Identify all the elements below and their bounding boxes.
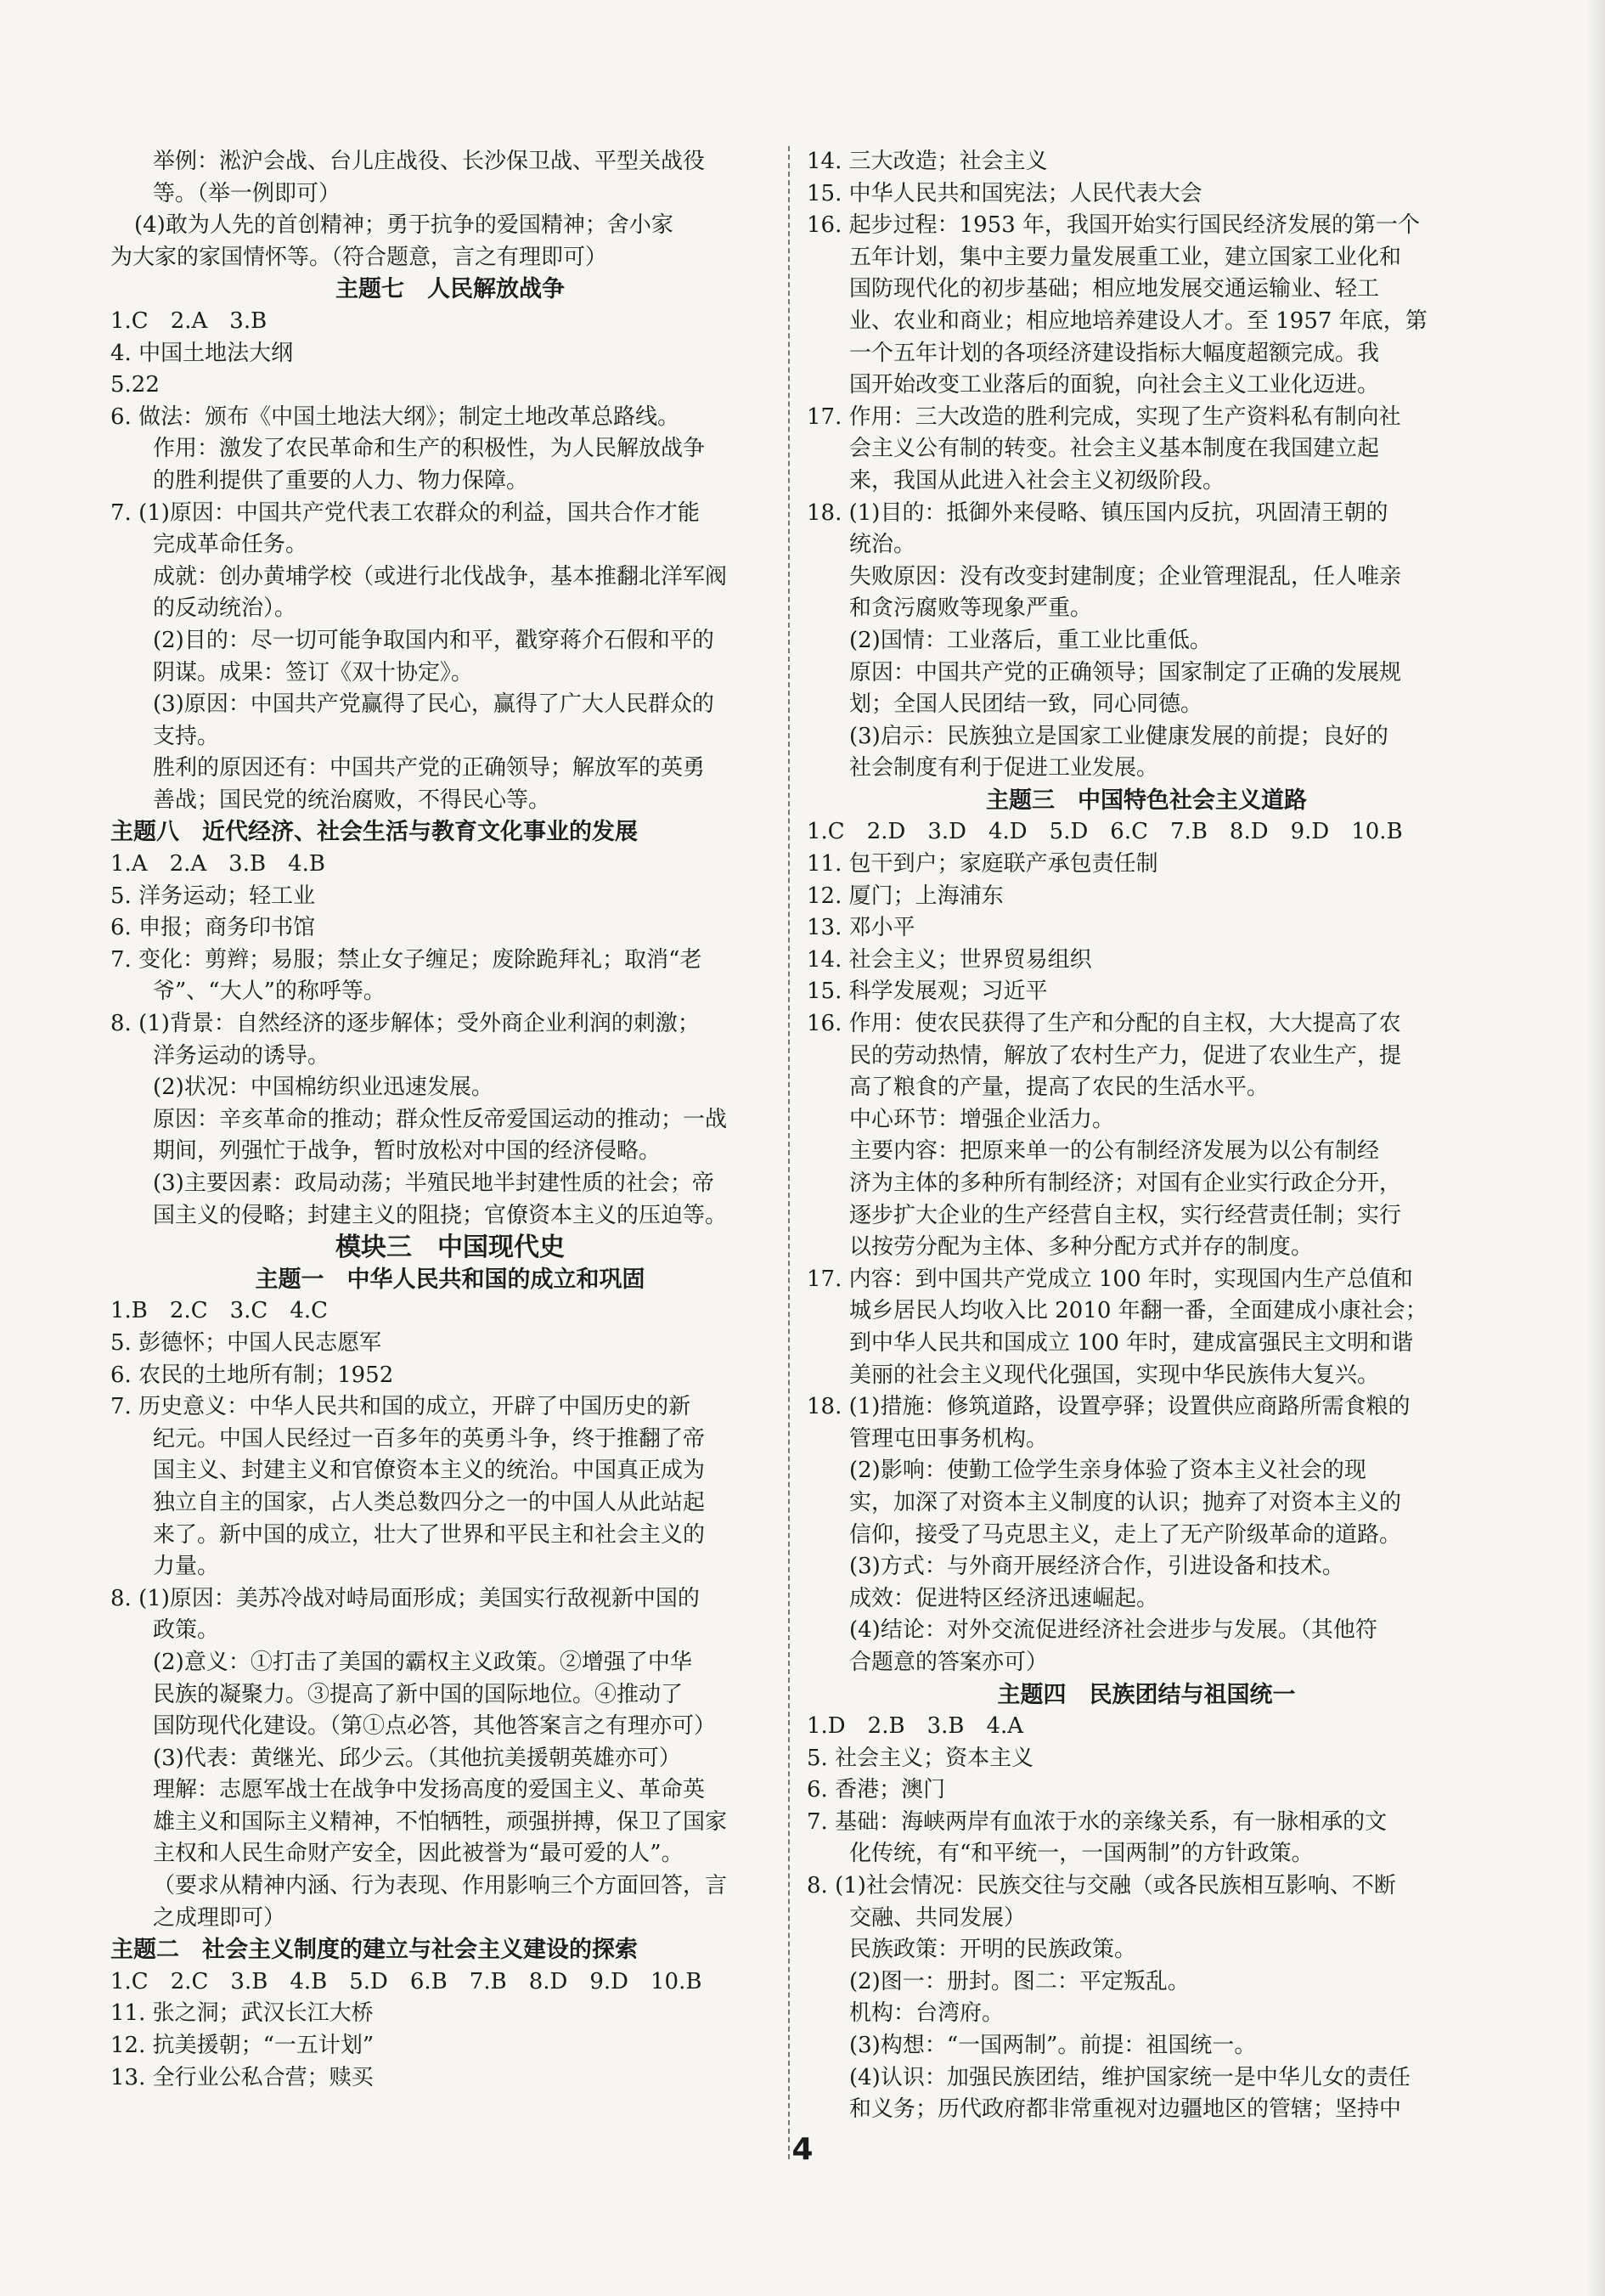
answer-line: 来，我国从此进入社会主义初级阶段。 bbox=[849, 467, 1225, 494]
answer-line: 会主义公有制的转变。社会主义基本制度在我国建立起 bbox=[849, 436, 1380, 462]
answer-line: 逐步扩大企业的生产经营自主权，实行经营责任制；实行 bbox=[849, 1202, 1402, 1228]
answer-line: (3)构想：“一国两制”。前提：祖国统一。 bbox=[849, 2033, 1257, 2059]
answer-line: 阴谋。成果：签订《双十协定》。 bbox=[153, 659, 474, 685]
answer-line: 国防现代化的初步基础；相应地发展交通运输业、轻工 bbox=[849, 276, 1380, 302]
answer-line: 国主义的侵略；封建主义的阻挠；官僚资本主义的压迫等。 bbox=[153, 1202, 728, 1228]
answer-line: (3)代表：黄继光、邱少云。（其他抗美援朝英雄亦可） bbox=[153, 1745, 681, 1771]
answer-line: (4)认识：加强民族团结，维护国家统一是中华儿女的责任 bbox=[849, 2064, 1411, 2090]
answer-line: 社会制度有利于促进工业发展。 bbox=[849, 755, 1159, 781]
answer-line: 化传统，有“和平统一，一国两制”的方针政策。 bbox=[849, 1841, 1314, 1867]
answer-line: 作用：激发了农民革命和生产的积极性，为人民解放战争 bbox=[153, 436, 706, 462]
answer-line: 国主义、封建主义和官僚资本主义的统治。中国真正成为 bbox=[153, 1458, 706, 1484]
answer-line: 以按劳分配为主体、多种分配方式并存的制度。 bbox=[849, 1234, 1314, 1261]
answer-line: 等。（举一例即可） bbox=[153, 180, 341, 206]
answer-line: 原因：辛亥革命的推动；群众性反帝爱国运动的推动；一战 bbox=[153, 1106, 728, 1132]
answer-line: 6. 香港；澳门 bbox=[807, 1777, 946, 1803]
module-heading: 模块三 中国现代史 bbox=[335, 1233, 565, 1263]
answer-line: 原因：中国共产党的正确领导；国家制定了正确的发展规 bbox=[849, 659, 1402, 685]
answer-line: (3)原因：中国共产党赢得了民心，赢得了广大人民群众的 bbox=[153, 691, 714, 718]
answer-line: 管理屯田事务机构。 bbox=[849, 1425, 1049, 1452]
answer-line: 12. 抗美援朝；“一五计划” bbox=[110, 2033, 374, 2059]
answer-line: 7. 变化：剪辫；易服；禁止女子缠足；废除跪拜礼；取消“老 bbox=[110, 946, 702, 973]
answer-line: 主要内容：把原来单一的公有制经济发展为以公有制经 bbox=[849, 1138, 1380, 1165]
answer-line: 7. 历史意义：中华人民共和国的成立，开辟了中国历史的新 bbox=[110, 1394, 691, 1420]
answer-line: 17. 内容：到中国共产党成立 100 年时，实现国内生产总值和 bbox=[807, 1266, 1413, 1292]
answer-line: 民族的凝聚力。③提高了新中国的国际地位。④推动了 bbox=[153, 1681, 684, 1707]
section-heading: 主题二 社会主义制度的建立与社会主义建设的探索 bbox=[110, 1937, 638, 1964]
answer-line: 国开始改变工业落后的面貌，向社会主义工业化迈进。 bbox=[849, 372, 1380, 398]
answer-line: 8. (1)社会情况：民族交往与交融（或各民族相互影响、不断 bbox=[807, 1873, 1396, 1899]
answer-line: 1.C 2.A 3.B bbox=[110, 307, 268, 334]
answer-line: 为大家的家国情怀等。（符合题意，言之有理即可） bbox=[110, 244, 608, 270]
answer-line: 雄主义和国际主义精神，不怕牺牲，顽强拼搏，保卫了国家 bbox=[153, 1808, 728, 1835]
answer-line: 实，加深了对资本主义制度的认识；抛弃了对资本主义的 bbox=[849, 1489, 1402, 1515]
answer-line: (2)意义：①打击了美国的霸权主义政策。②增强了中华 bbox=[153, 1649, 692, 1675]
answer-line: 8. (1)原因：美苏冷战对峙局面形成；美国实行敌视新中国的 bbox=[110, 1585, 700, 1611]
answer-line: 成效：促进特区经济迅速崛起。 bbox=[849, 1585, 1159, 1611]
section-heading: 主题一 中华人民共和国的成立和巩固 bbox=[255, 1266, 645, 1293]
answer-line: 16. 作用：使农民获得了生产和分配的自主权，大大提高了农 bbox=[807, 1011, 1401, 1037]
answer-line: (4)敢为人先的首创精神；勇于抗争的爱国精神；舍小家 bbox=[134, 212, 673, 239]
answer-line: 高了粮食的产量，提高了农民的生活水平。 bbox=[849, 1075, 1270, 1101]
answer-line: 信仰，接受了马克思主义，走上了无产阶级革命的道路。 bbox=[849, 1521, 1402, 1548]
answer-line: 业、农业和商业；相应地培养建设人才。至 1957 年底，第 bbox=[849, 307, 1428, 334]
section-heading: 主题三 中国特色社会主义道路 bbox=[986, 787, 1307, 814]
answer-line: 完成革命任务。 bbox=[153, 532, 308, 558]
answer-line: (2)国情：工业落后，重工业比重低。 bbox=[849, 627, 1212, 653]
answer-line: 胜利的原因还有：中国共产党的正确领导；解放军的英勇 bbox=[153, 755, 706, 781]
answer-line: 13. 全行业公私合营；赎买 bbox=[110, 2064, 374, 2090]
answer-line: 和义务；历代政府都非常重视对边疆地区的管辖；坚持中 bbox=[849, 2096, 1402, 2123]
answer-line: 交融、共同发展） bbox=[849, 1904, 1027, 1931]
answer-line: 独立自主的国家，占人类总数四分之一的中国人从此站起 bbox=[153, 1489, 706, 1515]
answer-line: 17. 作用：三大改造的胜利完成，实现了生产资料私有制向社 bbox=[807, 403, 1401, 430]
answer-column-right bbox=[807, 146, 1486, 2126]
answer-line: 济为主体的多种所有制经济；对国有企业实行政企分开， bbox=[849, 1171, 1402, 1196]
answer-line: 12. 厦门；上海浦东 bbox=[807, 883, 1004, 909]
answer-line: 的胜利提供了重要的人力、物力保障。 bbox=[153, 467, 529, 494]
answer-line: 支持。 bbox=[153, 723, 220, 749]
page-number: 4 bbox=[791, 2132, 814, 2167]
answer-line: 来了。新中国的成立，壮大了世界和平民主和社会主义的 bbox=[153, 1521, 706, 1548]
answer-line: 的反动统治）。 bbox=[153, 595, 297, 622]
answer-line: 1.C 2.C 3.B 4.B 5.D 6.B 7.B 8.D 9.D 10.B bbox=[110, 1968, 702, 1994]
answer-line: 14. 三大改造；社会主义 bbox=[807, 149, 1048, 174]
answer-line: 一个五年计划的各项经济建设指标大幅度超额完成。我 bbox=[849, 340, 1380, 366]
answer-line: (3)主要因素：政局动荡；半殖民地半封建性质的社会；帝 bbox=[153, 1171, 714, 1196]
answer-line: 五年计划，集中主要力量发展重工业，建立国家工业化和 bbox=[849, 244, 1402, 270]
answer-line: 政策。 bbox=[153, 1617, 220, 1644]
answer-line: 16. 起步过程：1953 年，我国开始实行国民经济发展的第一个 bbox=[807, 212, 1421, 239]
answer-line: 中心环节：增强企业活力。 bbox=[849, 1106, 1115, 1132]
answer-line: 1.D 2.B 3.B 4.A bbox=[807, 1713, 1024, 1740]
answer-line: 5.22 bbox=[110, 372, 160, 398]
answer-line: (2)状况：中国棉纺织业迅速发展。 bbox=[153, 1075, 493, 1101]
answer-line: 1.C 2.D 3.D 4.D 5.D 6.C 7.B 8.D 9.D 10.B bbox=[807, 819, 1403, 845]
answer-line: 15. 科学发展观；习近平 bbox=[807, 979, 1048, 1005]
answer-line: 8. (1)背景：自然经济的逐步解体；受外商企业利润的刺激； bbox=[110, 1011, 700, 1037]
answer-line: 理解：志愿军战士在战争中发扬高度的爱国主义、革命英 bbox=[153, 1777, 706, 1803]
answer-line: 15. 中华人民共和国宪法；人民代表大会 bbox=[807, 180, 1202, 206]
answer-line: 11. 张之洞；武汉长江大桥 bbox=[110, 2000, 374, 2027]
answer-line: 善战；国民党的统治腐败，不得民心等。 bbox=[153, 787, 551, 813]
section-heading: 主题四 民族团结与祖国统一 bbox=[997, 1681, 1296, 1708]
section-heading: 主题七 人民解放战争 bbox=[335, 276, 565, 303]
answer-line: 失败原因：没有改变封建制度；企业管理混乱，任人唯亲 bbox=[849, 563, 1402, 590]
answer-line: 1.B 2.C 3.C 4.C bbox=[110, 1298, 329, 1324]
answer-line: 1.A 2.A 3.B 4.B bbox=[110, 851, 325, 877]
answer-line: 民族政策：开明的民族政策。 bbox=[849, 1937, 1137, 1963]
answer-line: (4)结论：对外交流促进经济社会进步与发展。（其他符 bbox=[849, 1617, 1377, 1644]
answer-line: 统治。 bbox=[849, 532, 916, 558]
answer-column-left bbox=[110, 146, 790, 2094]
answer-line: (3)启示：民族独立是国家工业健康发展的前提；良好的 bbox=[849, 723, 1388, 749]
answer-line: 18. (1)措施：修筑道路，设置亭驿；设置供应商路所需食粮的 bbox=[807, 1394, 1411, 1420]
answer-line: (2)影响：使勤工俭学生亲身体验了资本主义社会的现 bbox=[849, 1458, 1366, 1484]
answer-line: 举例：淞沪会战、台儿庄战役、长沙保卫战、平型关战役 bbox=[153, 149, 706, 174]
answer-line: (2)目的：尽一切可能争取国内和平，戳穿蒋介石假和平的 bbox=[153, 627, 714, 653]
section-heading: 主题八 近代经济、社会生活与教育文化事业的发展 bbox=[110, 819, 638, 846]
answer-line: 爷”、“大人”的称呼等。 bbox=[153, 979, 386, 1005]
answer-line: 民的劳动热情，解放了农村生产力，促进了农业生产，提 bbox=[849, 1042, 1402, 1069]
answer-line: 合题意的答案亦可） bbox=[849, 1649, 1049, 1675]
answer-line: (2)图一：册封。图二：平定叛乱。 bbox=[849, 1968, 1190, 1994]
answer-line: 14. 社会主义；世界贸易组织 bbox=[807, 946, 1092, 973]
answer-line: 力量。 bbox=[153, 1554, 220, 1580]
answer-line: 国防现代化建设。（第①点必答，其他答案言之有理亦可） bbox=[153, 1713, 717, 1740]
page-edge-shadow bbox=[1586, 0, 1605, 2296]
answer-line: (3)方式：与外商开展经济合作，引进设备和技术。 bbox=[849, 1554, 1344, 1580]
answer-line: 和贪污腐败等现象严重。 bbox=[849, 595, 1093, 622]
answer-line: 18. (1)目的：抵御外来侵略、镇压国内反抗，巩固清王朝的 bbox=[807, 499, 1388, 526]
answer-line: 6. 申报；商务印书馆 bbox=[110, 915, 316, 941]
answer-line: 期间，列强忙于战争，暂时放松对中国的经济侵略。 bbox=[153, 1138, 662, 1165]
answer-line: 纪元。中国人民经过一百多年的英勇斗争，终于推翻了帝 bbox=[153, 1425, 706, 1452]
answer-line: 7. (1)原因：中国共产党代表工农群众的利益，国共合作才能 bbox=[110, 499, 700, 526]
answer-line: 6. 农民的土地所有制；1952 bbox=[110, 1362, 394, 1388]
answer-line: 11. 包干到户；家庭联产承包责任制 bbox=[807, 851, 1158, 877]
answer-line: 美丽的社会主义现代化强国，实现中华民族伟大复兴。 bbox=[849, 1362, 1380, 1388]
answer-line: 7. 基础：海峡两岸有血浓于水的亲缘关系，有一脉相承的文 bbox=[807, 1808, 1388, 1835]
answer-line: 6. 做法：颁布《中国土地法大纲》；制定土地改革总路线。 bbox=[110, 403, 680, 430]
answer-line: 5. 社会主义；资本主义 bbox=[807, 1745, 1034, 1771]
answer-line: 主权和人民生命财产安全，因此被誉为“最可爱的人”。 bbox=[153, 1841, 684, 1867]
answer-line: 13. 邓小平 bbox=[807, 915, 915, 941]
answer-line: 5. 彭德怀；中国人民志愿军 bbox=[110, 1329, 382, 1356]
answer-line: 机构：台湾府。 bbox=[849, 2000, 1005, 2027]
answer-line: 4. 中国土地法大纲 bbox=[110, 340, 294, 366]
answer-line: 之成理即可） bbox=[153, 1904, 286, 1931]
answer-line: 成就：创办黄埔学校（或进行北伐战争，基本推翻北洋军阀 bbox=[153, 563, 728, 590]
answer-line: 划；全国人民团结一致，同心同德。 bbox=[849, 691, 1203, 718]
answer-line: 到中华人民共和国成立 100 年时，建成富强民主文明和谐 bbox=[849, 1329, 1414, 1356]
answer-line: （要求从精神内涵、行为表现、作用影响三个方面回答，言 bbox=[153, 1873, 728, 1899]
column-divider bbox=[788, 146, 790, 2159]
answer-line: 5. 洋务运动；轻工业 bbox=[110, 883, 316, 909]
answer-line: 洋务运动的诱导。 bbox=[153, 1042, 330, 1069]
answer-line: 城乡居民人均收入比 2010 年翻一番，全面建成小康社会； bbox=[849, 1298, 1428, 1324]
